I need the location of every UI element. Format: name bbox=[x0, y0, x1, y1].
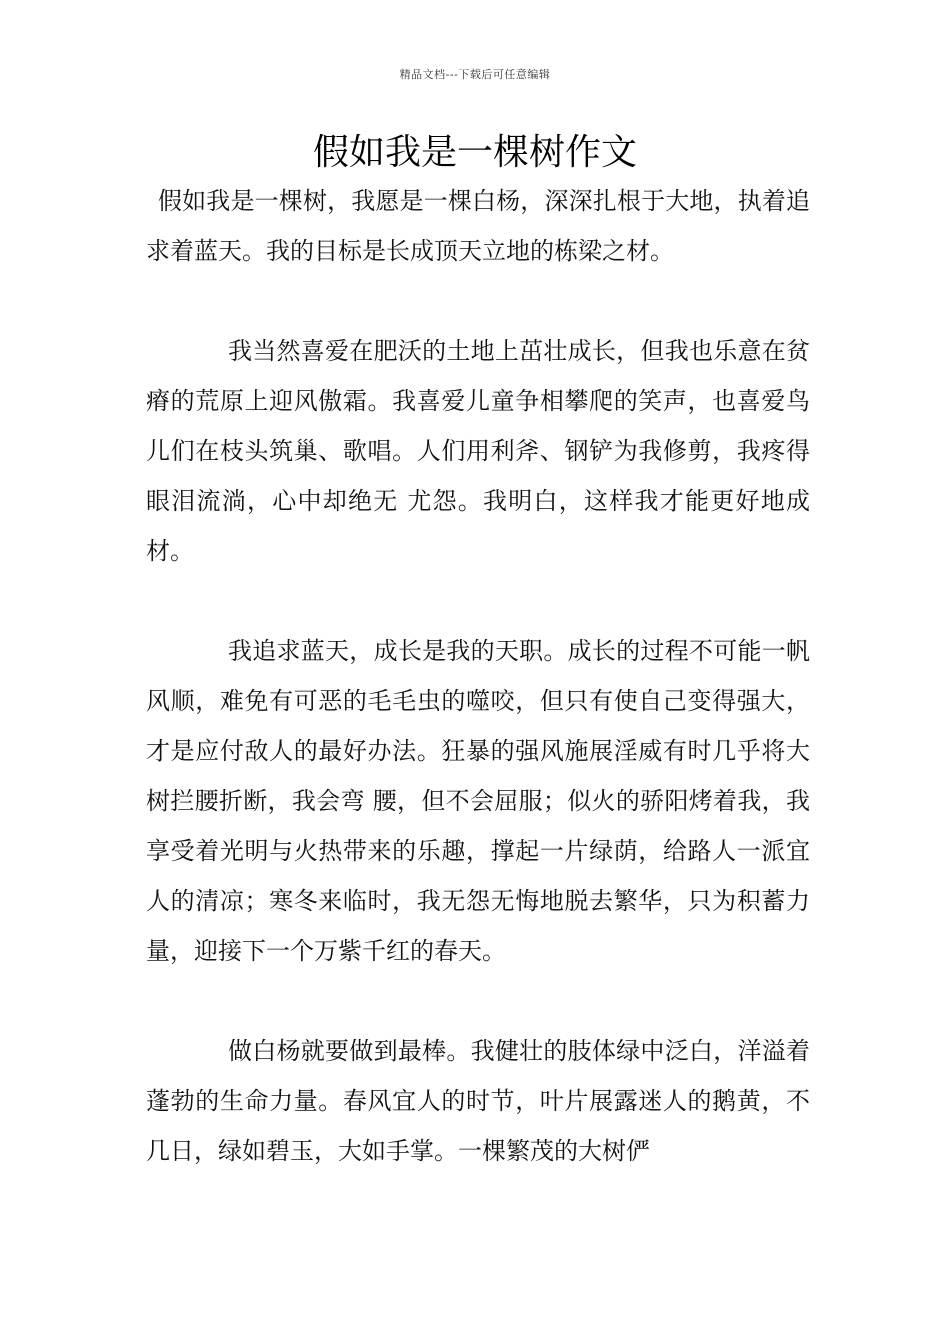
paragraph-4: 做白杨就要做到最棒。我健壮的肢体绿中泛白，洋溢着蓬勃的生命力量。春风宜人的时节，叶片展露迷人的鹅黄，不几日，绿如碧玉，大如手掌。一棵繁茂的大树俨 bbox=[146, 1037, 810, 1165]
header-note: 精品文档---下载后可任意编辑 bbox=[399, 68, 551, 81]
paragraph-1: 假如我是一棵树，我愿是一棵白杨，深深扎根于大地，执着追求着蓝天。我的目标是长成顶天立地的栋梁之材。 bbox=[146, 187, 810, 265]
paragraph-3: 我追求蓝天，成长是我的天职。成长的过程不可能一帆风顺，难免有可恶的毛毛虫的噬咬，但只有使自己变得强大，才是应付敌人的最好办法。狂暴的强风施展淫威有时几乎将大树拦腰折断，我会弯 腰，但不会屈服；似火的骄阳烤着我，我享受着光明与火热带来的乐趣，撑起一片绿荫，给路人一派宜人的清凉；寒冬来临时，我无怨无悔地脱去繁华，只为积蓄力量，迎接下一个万紫千红的春天。 bbox=[146, 637, 810, 965]
document-body bbox=[146, 176, 810, 1226]
paragraph-2: 我当然喜爱在肥沃的土地上茁壮成长，但我也乐意在贫瘠的荒原上迎风傲霜。我喜爱儿童争相攀爬的笑声，也喜爱鸟儿们在枝头筑巢、歌唱。人们用利斧、钢铲为我修剪，我疼得眼泪流淌，心中却绝无 尤怨。我明白，这样我才能更好地成材。 bbox=[146, 337, 810, 565]
document-title: 假如我是一棵树作文 bbox=[312, 132, 637, 173]
